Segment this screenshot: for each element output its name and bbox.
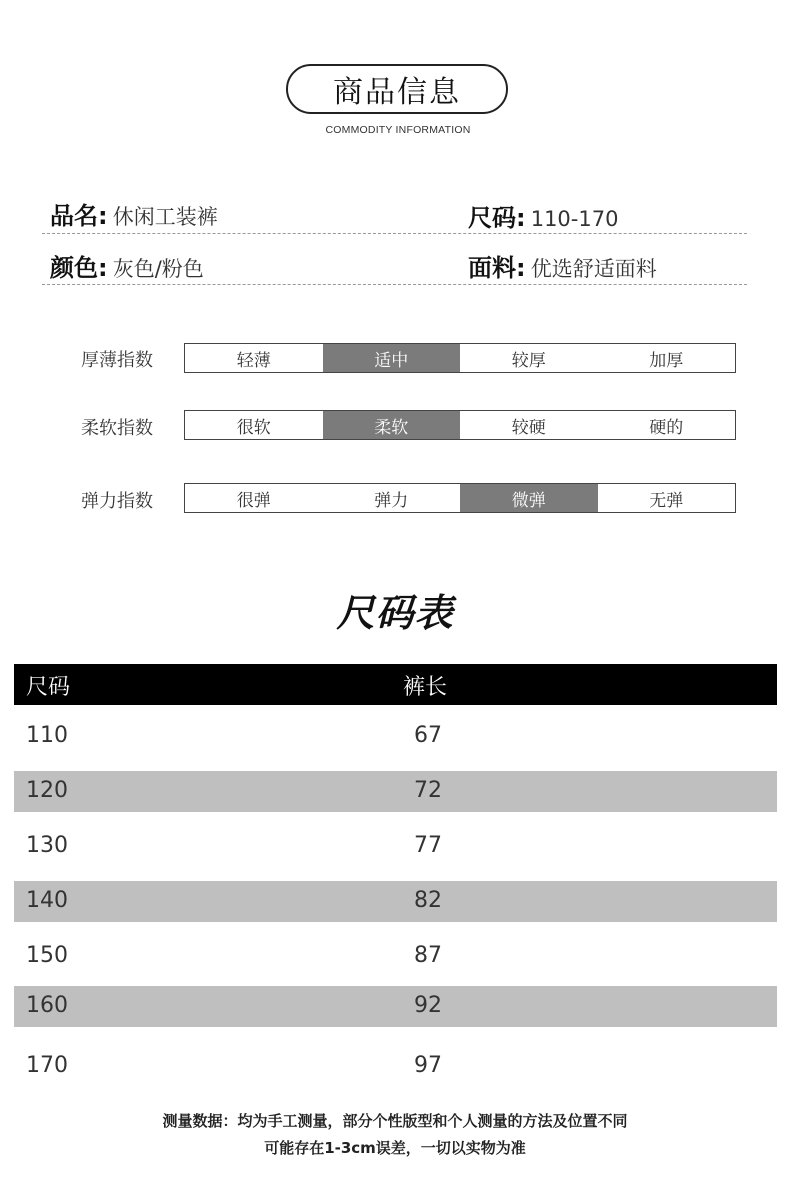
info-name <box>50 196 218 231</box>
scale-cell: 较厚 <box>511 350 546 371</box>
table-row <box>14 1046 777 1087</box>
info-fabric-value: 优选舒适面料 <box>530 257 657 281</box>
scale-cell: 较硬 <box>511 417 546 438</box>
cell-size: 160 <box>26 993 68 1018</box>
size-table-header <box>14 664 777 705</box>
measurement-note-line2: 可能存在1-3cm误差，一切以实物为准 <box>264 1139 526 1157</box>
table-row <box>14 986 777 1027</box>
scale-cell: 硬的 <box>649 417 684 438</box>
scale-cell: 很弹 <box>236 490 271 511</box>
info-color <box>50 248 204 283</box>
cell-length: 82 <box>414 888 442 913</box>
cell-size: 130 <box>26 833 68 858</box>
section-title: 商品信息 <box>333 75 461 110</box>
cell-size: 140 <box>26 888 68 913</box>
header-size: 尺码 <box>26 675 71 700</box>
info-fabric <box>468 248 657 283</box>
cell-length: 72 <box>414 778 442 803</box>
elasticity-scale <box>184 483 736 513</box>
divider <box>42 284 747 285</box>
info-name-label: 品名: <box>50 202 108 230</box>
thickness-index-label: 厚薄指数 <box>81 350 153 371</box>
scale-cell: 弹力 <box>374 490 409 511</box>
cell-length: 67 <box>414 723 442 748</box>
info-size <box>468 198 618 233</box>
cell-length: 97 <box>414 1053 442 1078</box>
scale-cell-selected: 微弹 <box>460 484 598 512</box>
scale-cell-selected: 柔软 <box>323 411 461 439</box>
scale-cell: 无弹 <box>649 490 684 511</box>
softness-scale <box>184 410 736 440</box>
scale-cell: 很软 <box>236 417 271 438</box>
table-row <box>14 936 777 977</box>
section-subtitle: COMMODITY INFORMATION <box>325 124 471 136</box>
cell-size: 150 <box>26 943 68 968</box>
size-table-title: 尺码表 <box>336 591 454 635</box>
info-size-value: 110-170 <box>530 207 619 231</box>
info-name-value: 休闲工装裤 <box>112 205 218 229</box>
info-color-value: 灰色/粉色 <box>112 257 204 281</box>
scale-cell-selected: 适中 <box>323 344 461 372</box>
softness-index-label: 柔软指数 <box>81 418 153 439</box>
cell-size: 170 <box>26 1053 68 1078</box>
measurement-note-line1: 测量数据：均为手工测量，部分个性版型和个人测量的方法及位置不同 <box>162 1112 628 1130</box>
thickness-scale <box>184 343 736 373</box>
section-title-pill <box>286 64 508 114</box>
table-row <box>14 826 777 867</box>
cell-size: 120 <box>26 778 68 803</box>
table-row <box>14 716 777 757</box>
header-length: 裤长 <box>403 675 448 700</box>
cell-length: 77 <box>414 833 442 858</box>
divider <box>42 233 747 234</box>
cell-size: 110 <box>26 723 68 748</box>
info-color-label: 颜色: <box>50 254 108 282</box>
scale-cell: 轻薄 <box>236 350 271 371</box>
cell-length: 92 <box>414 993 442 1018</box>
info-fabric-label: 面料: <box>468 254 526 282</box>
cell-length: 87 <box>414 943 442 968</box>
table-row <box>14 771 777 812</box>
table-row <box>14 881 777 922</box>
scale-cell: 加厚 <box>649 350 684 371</box>
info-size-label: 尺码: <box>468 204 526 232</box>
elasticity-index-label: 弹力指数 <box>81 491 153 512</box>
